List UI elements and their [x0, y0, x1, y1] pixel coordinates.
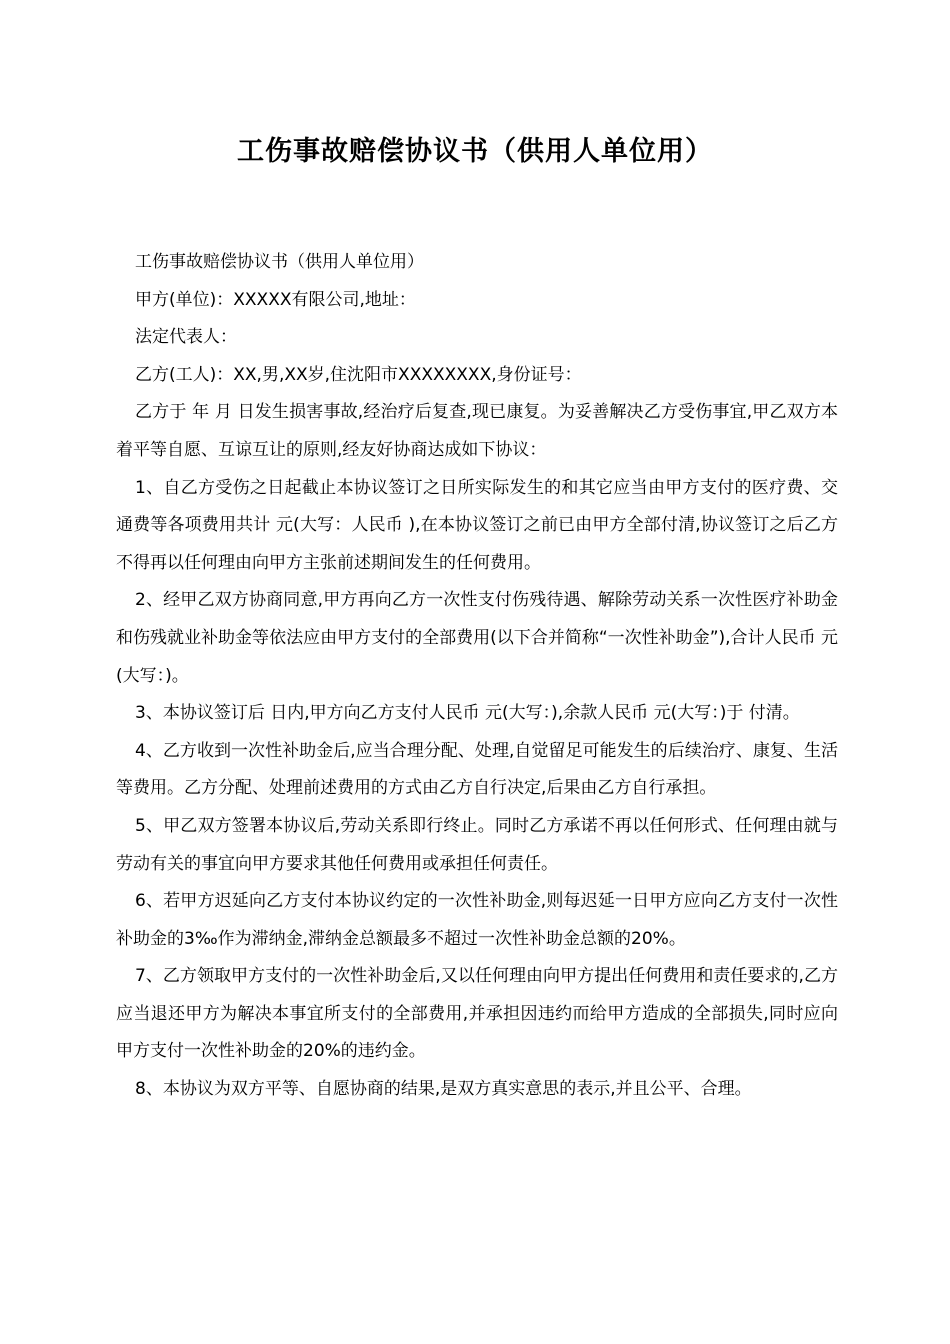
paragraph-clause-6: 6、若甲方迟延向乙方支付本协议约定的一次性补助金,则每迟延一日甲方应向乙方支付一次性补助金的3‰作为滞纳金,滞纳金总额最多不超过一次性补助金总额的20%。: [116, 891, 838, 949]
paragraph-clause-3: 3、本协议签订后 日内,甲方向乙方支付人民币 元(大写：),余款人民币 元(大写：)于 付清。: [135, 703, 800, 724]
paragraph-clause-5: 5、甲乙双方签署本协议后,劳动关系即行终止。同时乙方承诺不再以任何形式、任何理由就与劳动有关的事宜向甲方要求其他任何费用或承担任何责任。: [116, 815, 838, 874]
paragraph-clause-1: 1、自乙方受伤之日起截止本协议签订之日所实际发生的和其它应当由甲方支付的医疗费、交通费等各项费用共计 元(大写：人民币 ),在本协议签订之前已由甲方全部付清,协议签订之后乙方不得再以任何理由向甲方主张前述期间发生的任何费用。: [116, 477, 838, 573]
paragraph-party-a: 甲方(单位)：XXXXX有限公司,地址：: [135, 289, 416, 310]
paragraph-clause-2: 2、经甲乙双方协商同意,甲方再向乙方一次性支付伤残待遇、解除劳动关系一次性医疗补助金和伤残就业补助金等依法应由甲方支付的全部费用(以下合并简称“一次性补助金”),合计人民币 元(大写：)。: [116, 590, 838, 686]
paragraph-clause-4: 4、乙方收到一次性补助金后,应当合理分配、处理,自觉留足可能发生的后续治疗、康复、生活等费用。乙方分配、处理前述费用的方式由乙方自行决定,后果由乙方自行承担。: [116, 740, 838, 799]
paragraph-subtitle: 工伤事故赔偿协议书（供用人单位用）: [135, 252, 424, 272]
document-body: [116, 244, 838, 1109]
paragraph-legal-representative: 法定代表人：: [135, 327, 237, 348]
paragraph-clause-7: 7、乙方领取甲方支付的一次性补助金后,又以任何理由向甲方提出任何费用和责任要求的,乙方应当退还甲方为解决本事宜所支付的全部费用,并承担因违约而给甲方造成的全部损失,同时应向甲方支付一次性补助金的20%的违约金。: [116, 966, 838, 1062]
paragraph-clause-8: 8、本协议为双方平等、自愿协商的结果,是双方真实意思的表示,并且公平、合理。: [135, 1079, 752, 1100]
paragraph-party-b: 乙方(工人)：XX,男,XX岁,住沈阳市XXXXXXXX,身份证号：: [135, 364, 582, 385]
paragraph-preamble: 乙方于 年 月 日发生损害事故,经治疗后复查,现已康复。为妥善解决乙方受伤事宜,甲乙双方本着平等自愿、互谅互让的原则,经友好协商达成如下协议：: [116, 402, 838, 460]
document-title: 工伤事故赔偿协议书（供用人单位用）: [237, 136, 713, 167]
